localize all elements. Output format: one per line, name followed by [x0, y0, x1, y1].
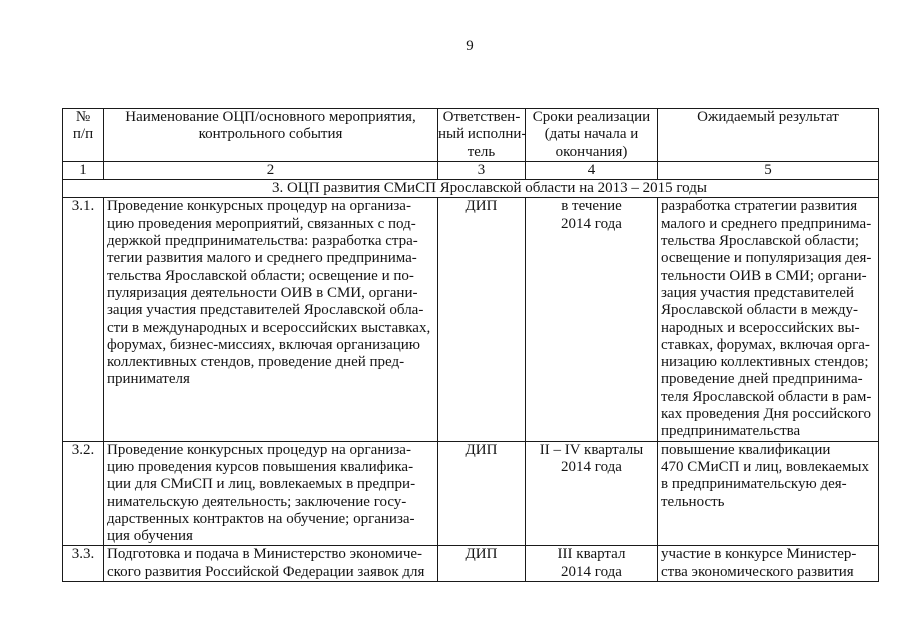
- cell-text-line: коллективных стендов, проведение дней пред-: [107, 354, 405, 371]
- cell-text-line: тельности ОИВ в СМИ; органи-: [661, 267, 867, 284]
- cell-text-line: принимателя: [107, 371, 190, 388]
- cell-text-line: цию проведения мероприятий, связанных с под-: [107, 215, 416, 232]
- cell-text-line: участие в конкурсе Министер-: [661, 546, 857, 563]
- row-number-cell: 3.2.: [63, 441, 104, 546]
- column-number-cell: 1: [63, 161, 104, 179]
- cell-text-line: ция обучения: [107, 528, 193, 545]
- result-cell: [658, 546, 879, 582]
- table-row: [63, 441, 879, 546]
- result-cell: [658, 441, 879, 546]
- cell-text-line: зация участия представителей Ярославской обла-: [107, 302, 424, 319]
- cell-text-line: Ярославской области в между-: [661, 302, 858, 319]
- cell-text-line: в течение: [561, 198, 622, 215]
- cell-text-line: низацию коллективных стендов;: [661, 354, 869, 371]
- executor-cell: ДИП: [438, 441, 526, 546]
- cell-text-line: (даты начала и: [544, 126, 639, 143]
- cell-text-line: Сроки реализации: [532, 109, 651, 125]
- cell-text-line: тельства Ярославской области; освещение и по-: [107, 267, 414, 284]
- cell-text-line: ции для СМиСП и лиц, вовлекаемых в предпри-: [107, 476, 416, 493]
- header-cell-number: [63, 109, 104, 162]
- cell-text-line: Подготовка и подача в Министерство экономиче-: [107, 546, 423, 563]
- cell-text-line: сти в международных и всероссийских выставках,: [107, 319, 431, 336]
- cell-text-line: разработка стратегии развития: [661, 198, 858, 215]
- table-header-row: [63, 109, 879, 162]
- result-cell: [658, 198, 879, 441]
- section-row: [63, 180, 879, 198]
- plan-table: [62, 108, 879, 582]
- column-number-cell: 4: [526, 161, 658, 179]
- event-name-cell: [104, 441, 438, 546]
- cell-text-line: народных и всероссийских вы-: [661, 319, 860, 336]
- cell-text-line: 2014 года: [561, 458, 622, 475]
- table-row: [63, 546, 879, 582]
- period-cell: [526, 441, 658, 546]
- cell-text-line: Ожидаемый результат: [697, 109, 839, 125]
- executor-cell: ДИП: [438, 198, 526, 441]
- cell-text-line: II – IV кварталы: [539, 441, 644, 458]
- executor-cell: ДИП: [438, 546, 526, 582]
- column-number-cell: 3: [438, 161, 526, 179]
- row-number-cell: 3.3.: [63, 546, 104, 582]
- cell-text-line: ского развития Российской Федерации заявок для: [107, 563, 425, 580]
- cell-text-line: тель: [467, 143, 496, 160]
- cell-text-line: п/п: [72, 126, 94, 143]
- header-cell-period: [526, 109, 658, 162]
- table-row: [63, 198, 879, 441]
- section-title: 3. ОЦП развития СМиСП Ярославской области на 2013 – 2015 годы: [63, 180, 879, 198]
- period-cell: [526, 546, 658, 582]
- cell-text-line: держкой предпринимательства: разработка стра-: [107, 233, 418, 250]
- cell-text-line: в предпринимательскую дея-: [661, 476, 847, 493]
- cell-text-line: тегии развития малого и среднего предпринима-: [107, 250, 417, 267]
- cell-text-line: малого и среднего предпринима-: [661, 215, 872, 232]
- cell-text-line: теля Ярославской области в рам-: [661, 388, 872, 405]
- column-numbers-row: [63, 161, 879, 179]
- cell-text-line: дарственных контрактов на обучение; организа-: [107, 510, 415, 527]
- cell-text-line: ный исполни-: [438, 126, 527, 143]
- cell-text-line: тельства Ярославской области;: [661, 233, 859, 250]
- cell-text-line: №: [75, 109, 91, 125]
- cell-text-line: Ответствен-: [442, 109, 521, 125]
- cell-text-line: Проведение конкурсных процедур на организа-: [107, 441, 411, 458]
- cell-text-line: цию проведения курсов повышения квалифика-: [107, 458, 414, 475]
- cell-text-line: 470 СМиСП и лиц, вовлекаемых: [661, 458, 869, 475]
- cell-text-line: 2014 года: [561, 563, 622, 580]
- cell-text-line: тельность: [661, 493, 725, 510]
- cell-text-line: 2014 года: [561, 215, 622, 232]
- cell-text-line: ставках, форумах, включая орга-: [661, 336, 870, 353]
- cell-text-line: контрольного события: [198, 126, 343, 143]
- period-cell: [526, 198, 658, 441]
- cell-text-line: нимательскую деятельность; заключение госу-: [107, 493, 407, 510]
- cell-text-line: ства экономического развития: [661, 563, 854, 580]
- cell-text-line: ках проведения Дня российского: [661, 406, 872, 423]
- cell-text-line: III квартал: [557, 546, 626, 563]
- cell-text-line: пуляризация деятельности ОИВ в СМИ, органи-: [107, 284, 418, 301]
- cell-text-line: форумах, бизнес-миссиях, включая организацию: [107, 336, 420, 353]
- cell-text-line: освещение и популяризация дея-: [661, 250, 872, 267]
- column-number-cell: 2: [104, 161, 438, 179]
- cell-text-line: Наименование ОЦП/основного мероприятия,: [125, 109, 416, 125]
- cell-text-line: Проведение конкурсных процедур на организа-: [107, 198, 411, 215]
- cell-text-line: повышение квалификации: [661, 441, 831, 458]
- cell-text-line: предпринимательства: [661, 423, 801, 440]
- header-cell-executor: [438, 109, 526, 162]
- event-name-cell: [104, 198, 438, 441]
- cell-text-line: окончания): [555, 143, 628, 160]
- cell-text-line: проведение дней предпринима-: [661, 371, 863, 388]
- page-number: 9: [466, 38, 474, 54]
- header-cell-result: [658, 109, 879, 162]
- header-cell-name: [104, 109, 438, 162]
- column-number-cell: 5: [658, 161, 879, 179]
- row-number-cell: 3.1.: [63, 198, 104, 441]
- cell-text-line: зация участия представителей: [661, 284, 855, 301]
- event-name-cell: [104, 546, 438, 582]
